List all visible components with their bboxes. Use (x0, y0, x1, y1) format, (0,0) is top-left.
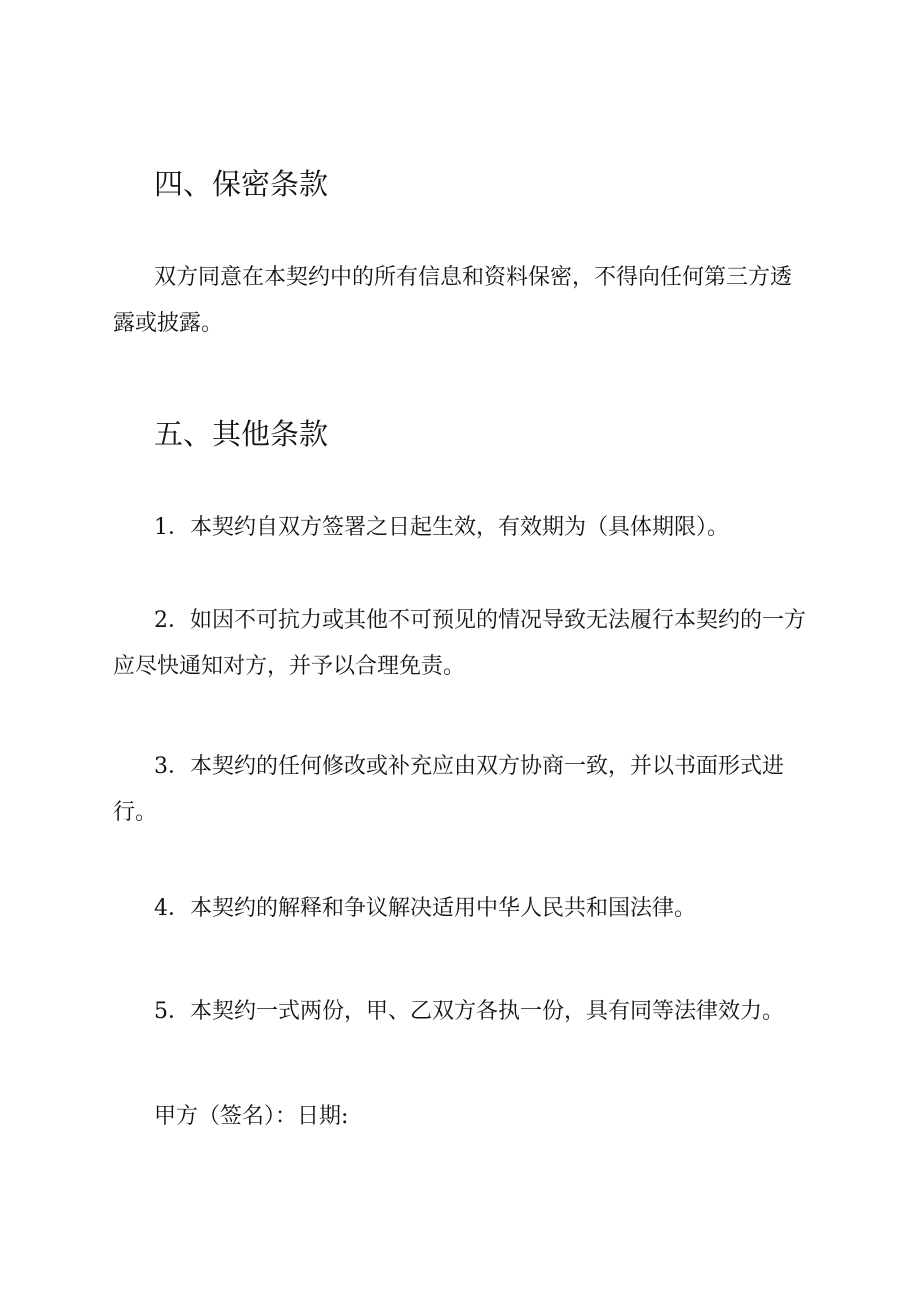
confidentiality-paragraph: 双方同意在本契约中的所有信息和资料保密，不得向任何第三方透露或披露。 (113, 265, 793, 336)
clause-4: 4．本契约的解释和争议解决适用中华人民共和国法律。 (154, 896, 696, 921)
clause-5: 5．本契约一式两份，甲、乙双方各执一份，具有同等法律效力。 (154, 999, 784, 1024)
section-heading-confidentiality: 四、保密条款 (154, 167, 329, 201)
clause-1: 1．本契约自双方签署之日起生效，有效期为（具体期限）。 (154, 515, 729, 540)
section-heading-other-terms: 五、其他条款 (154, 417, 329, 451)
clause-3: 3．本契约的任何修改或补充应由双方协商一致，并以书面形式进行。 (113, 754, 784, 825)
signature-line: 甲方（签名）：日期: (154, 1104, 349, 1129)
clause-2: 2．如因不可抗力或其他不可预见的情况导致无法履行本契约的一方应尽快通知对方，并予以合理免责。 (113, 608, 806, 679)
